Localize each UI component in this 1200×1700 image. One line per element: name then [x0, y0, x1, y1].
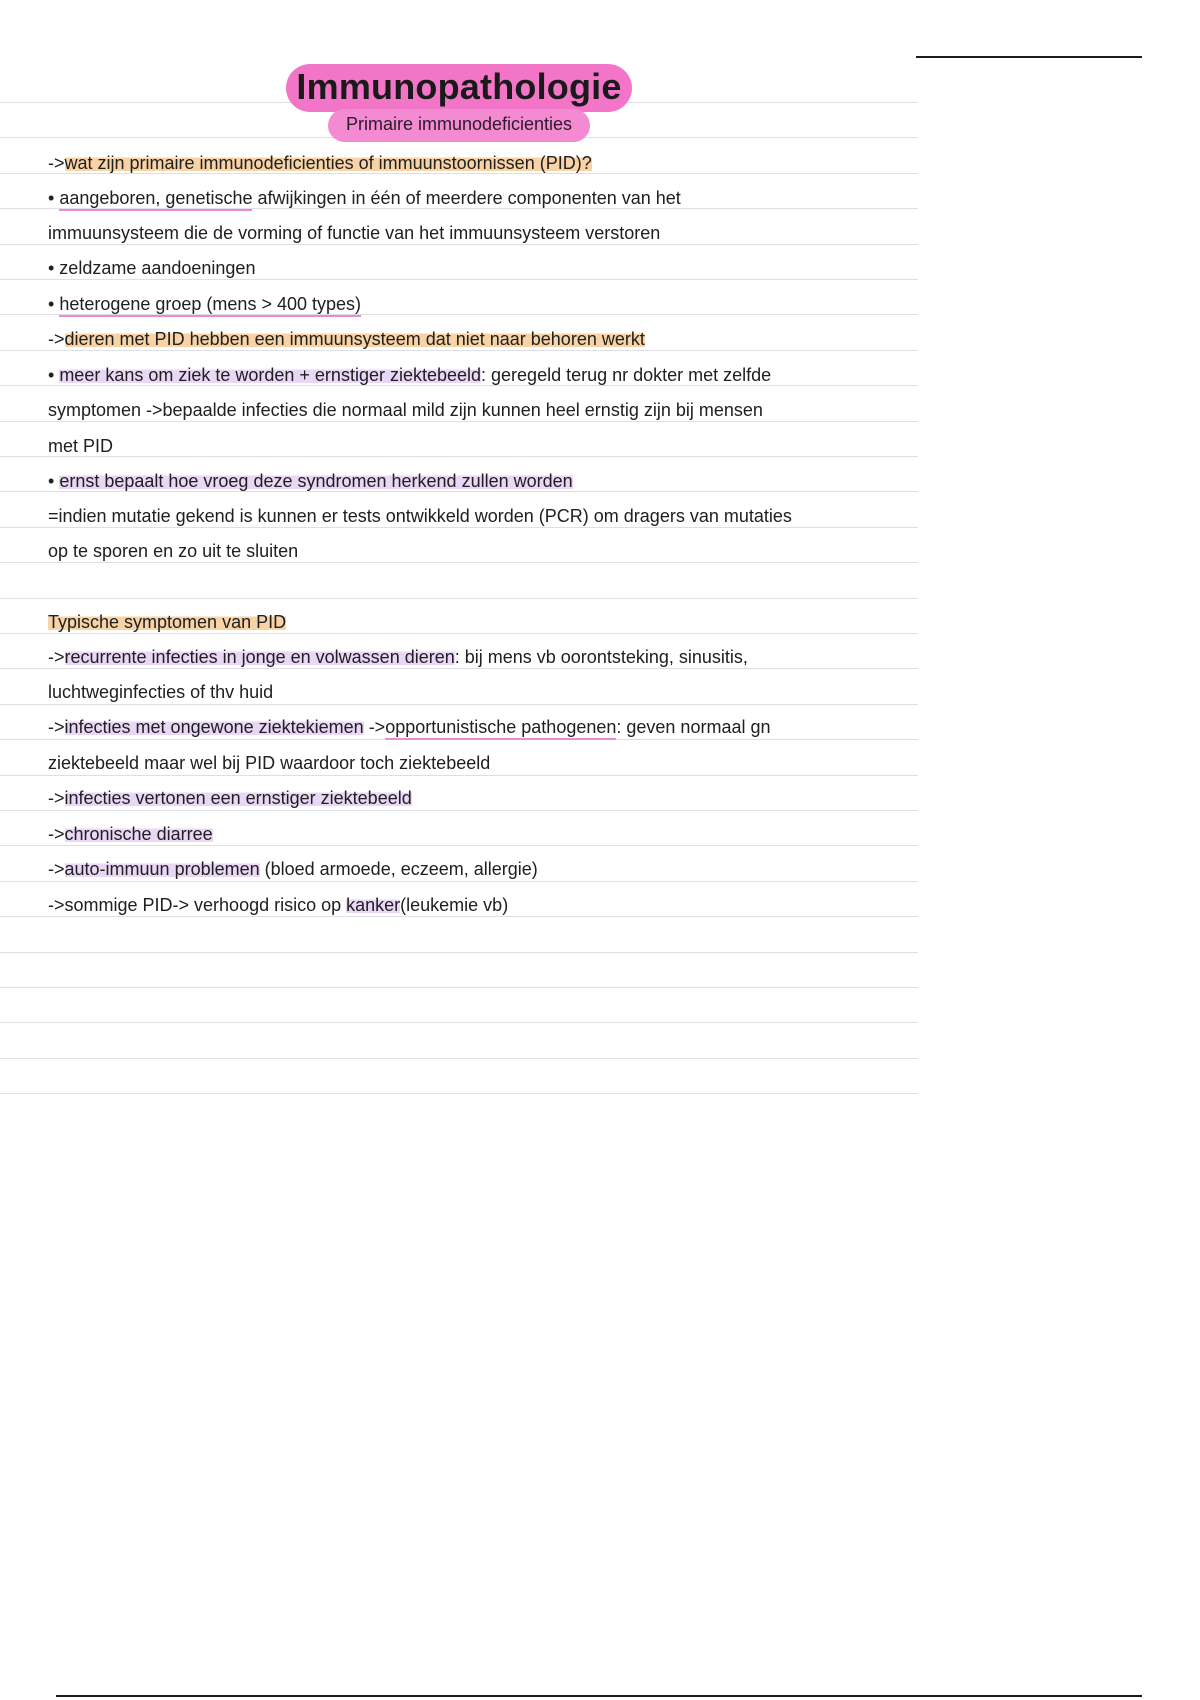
- line-text: : geven normaal gn: [616, 717, 771, 737]
- note-line-18: [48, 783, 412, 813]
- ruled-line: [0, 456, 918, 457]
- arrow-text: ->: [48, 153, 65, 173]
- arrow-text: ->: [48, 329, 65, 349]
- purple-highlight: infecties vertonen een ernstiger ziektebeeld: [64, 788, 412, 808]
- note-line-8: [48, 395, 763, 425]
- arrow-text: ->: [48, 788, 65, 808]
- bullet-text: •: [48, 471, 60, 491]
- orange-highlight: dieren met PID hebben een immuunsysteem dat niet naar behoren werkt: [64, 329, 645, 349]
- line-text: afwijkingen in één of meerdere componenten van het: [252, 188, 681, 208]
- note-line-7: [48, 360, 771, 390]
- page-subtitle: Primaire immunodeficienties: [328, 109, 590, 142]
- note-line-15: [48, 677, 273, 707]
- purple-highlight: auto-immuun problemen: [64, 859, 260, 879]
- line-text: symptomen ->bepaalde infecties die normaal mild zijn kunnen heel ernstig zijn bij mensen: [48, 400, 763, 420]
- page-title: Immunopathologie: [286, 64, 631, 112]
- arrow-text: ->: [48, 859, 65, 879]
- bullet-text: •: [48, 188, 60, 208]
- line-text: luchtweginfecties of thv huid: [48, 682, 274, 702]
- note-line-10: [48, 466, 573, 496]
- underlined-text: heterogene groep (mens > 400 types): [59, 294, 361, 317]
- note-line-12: [48, 536, 298, 566]
- note-line-2: [48, 183, 681, 213]
- purple-highlight: kanker: [346, 895, 401, 915]
- subtitle-wrap: [0, 109, 918, 142]
- note-line-3: [48, 218, 660, 248]
- ruled-line: [0, 1093, 918, 1094]
- note-line-19: [48, 819, 213, 849]
- purple-highlight: chronische diarree: [64, 824, 213, 844]
- arrow-text: ->: [48, 824, 65, 844]
- ruled-line: [0, 598, 918, 599]
- line-text: : geregeld terug nr dokter met zelfde: [481, 365, 772, 385]
- arrow-text: ->: [363, 717, 386, 737]
- section-heading: [48, 607, 286, 637]
- underlined-text: aangeboren, genetische: [59, 188, 252, 211]
- title-wrap: [0, 64, 918, 112]
- note-line-1: [48, 148, 592, 178]
- purple-highlight: recurrente infecties in jonge en volwassen dieren: [64, 647, 455, 667]
- line-text: =indien mutatie gekend is kunnen er tests ontwikkeld worden (PCR) om dragers van mutaties: [48, 506, 792, 526]
- note-line-6: [48, 324, 645, 354]
- note-line-16: [48, 712, 771, 742]
- line-text: immuunsysteem die de vorming of functie van het immuunsysteem verstoren: [48, 223, 661, 243]
- bullet-text: •: [48, 294, 60, 314]
- arrow-text: ->: [48, 647, 65, 667]
- note-line-11: [48, 501, 792, 531]
- bottom-rule: [56, 1695, 1142, 1697]
- line-text: op te sporen en zo uit te sluiten: [48, 541, 299, 561]
- ruled-line: [0, 987, 918, 988]
- note-line-9: [48, 431, 113, 461]
- line-text: ziektebeeld maar wel bij PID waardoor toch ziektebeeld: [48, 753, 491, 773]
- top-rule: [916, 56, 1142, 58]
- question-highlight: wat zijn primaire immunodeficienties of immuunstoornissen (PID)?: [64, 153, 592, 173]
- underlined-text: opportunistische pathogenen: [385, 717, 616, 740]
- line-text: met PID: [48, 436, 114, 456]
- purple-highlight: infecties met ongewone ziektekiemen: [64, 717, 364, 737]
- line-text: (leukemie vb): [400, 895, 509, 915]
- arrow-text: ->: [48, 717, 65, 737]
- note-line-20: [48, 854, 538, 884]
- orange-highlight: Typische symptomen van PID: [48, 612, 287, 632]
- line-text: • zeldzame aandoeningen: [48, 258, 256, 278]
- note-line-21: [48, 890, 508, 920]
- line-text: : bij mens vb oorontsteking, sinusitis,: [454, 647, 748, 667]
- purple-highlight: ernst bepaalt hoe vroeg deze syndromen herkend zullen worden: [59, 471, 573, 491]
- bullet-text: •: [48, 365, 60, 385]
- line-text: ->sommige PID-> verhoogd risico op: [48, 895, 347, 915]
- note-line-17: [48, 748, 490, 778]
- note-line-5: [48, 289, 361, 319]
- note-line-14: [48, 642, 748, 672]
- line-text: (bloed armoede, eczeem, allergie): [259, 859, 538, 879]
- ruled-line: [0, 1022, 918, 1023]
- ruled-line: [0, 952, 918, 953]
- ruled-line: [0, 1058, 918, 1059]
- purple-highlight: meer kans om ziek te worden + ernstiger ziektebeeld: [59, 365, 482, 385]
- note-line-4: [48, 253, 255, 283]
